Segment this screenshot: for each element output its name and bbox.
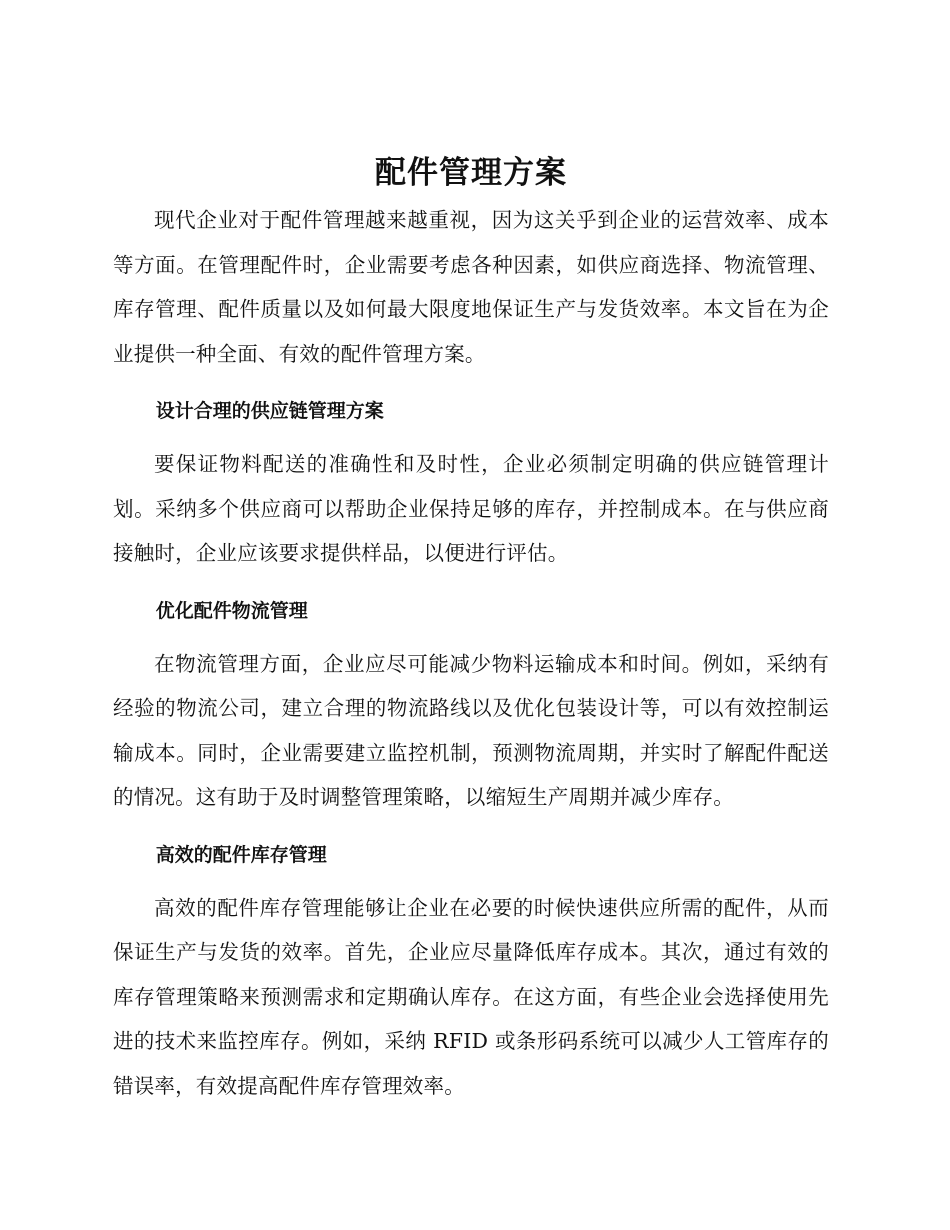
section-body-inventory: 高效的配件库存管理能够让企业在必要的时候快速供应所需的配件，从而保证生产与发货的效率。首先，企业应尽量降低库存成本。其次，通过有效的库存管理策略来预测需求和定期确认库存。在这方面，有些企业会选择使用先进的技术来监控库存。例如，采纳 RFID 或条形码系统可以减少人工管库存的错误率，有效提高配件库存管理效率。	[113, 895, 829, 1098]
section-heading-supply-chain: 设计合理的供应链管理方案	[155, 400, 384, 422]
section-body-supply-chain: 要保证物料配送的准确性和及时性，企业必须制定明确的供应链管理计划。采纳多个供应商可以帮助企业保持足够的库存，并控制成本。在与供应商接触时，企业应该要求提供样品，以便进行评估。	[113, 452, 829, 565]
intro-paragraph: 现代企业对于配件管理越来越重视，因为这关乎到企业的运营效率、成本等方面。在管理配件时，企业需要考虑各种因素，如供应商选择、物流管理、库存管理、配件质量以及如何最大限度地保证生产与发货效率。本文旨在为企业提供一种全面、有效的配件管理方案。	[113, 208, 829, 366]
section-body-logistics: 在物流管理方面，企业应尽可能减少物料运输成本和时间。例如，采纳有经验的物流公司，建立合理的物流路线以及优化包装设计等，可以有效控制运输成本。同时，企业需要建立监控机制，预测物流周期，并实时了解配件配送的情况。这有助于及时调整管理策略，以缩短生产周期并减少库存。	[113, 651, 829, 809]
section-heading-inventory: 高效的配件库存管理	[155, 843, 327, 866]
document-body	[113, 152, 829, 1108]
document-title: 配件管理方案	[375, 155, 567, 191]
section-heading-logistics: 优化配件物流管理	[155, 599, 308, 622]
